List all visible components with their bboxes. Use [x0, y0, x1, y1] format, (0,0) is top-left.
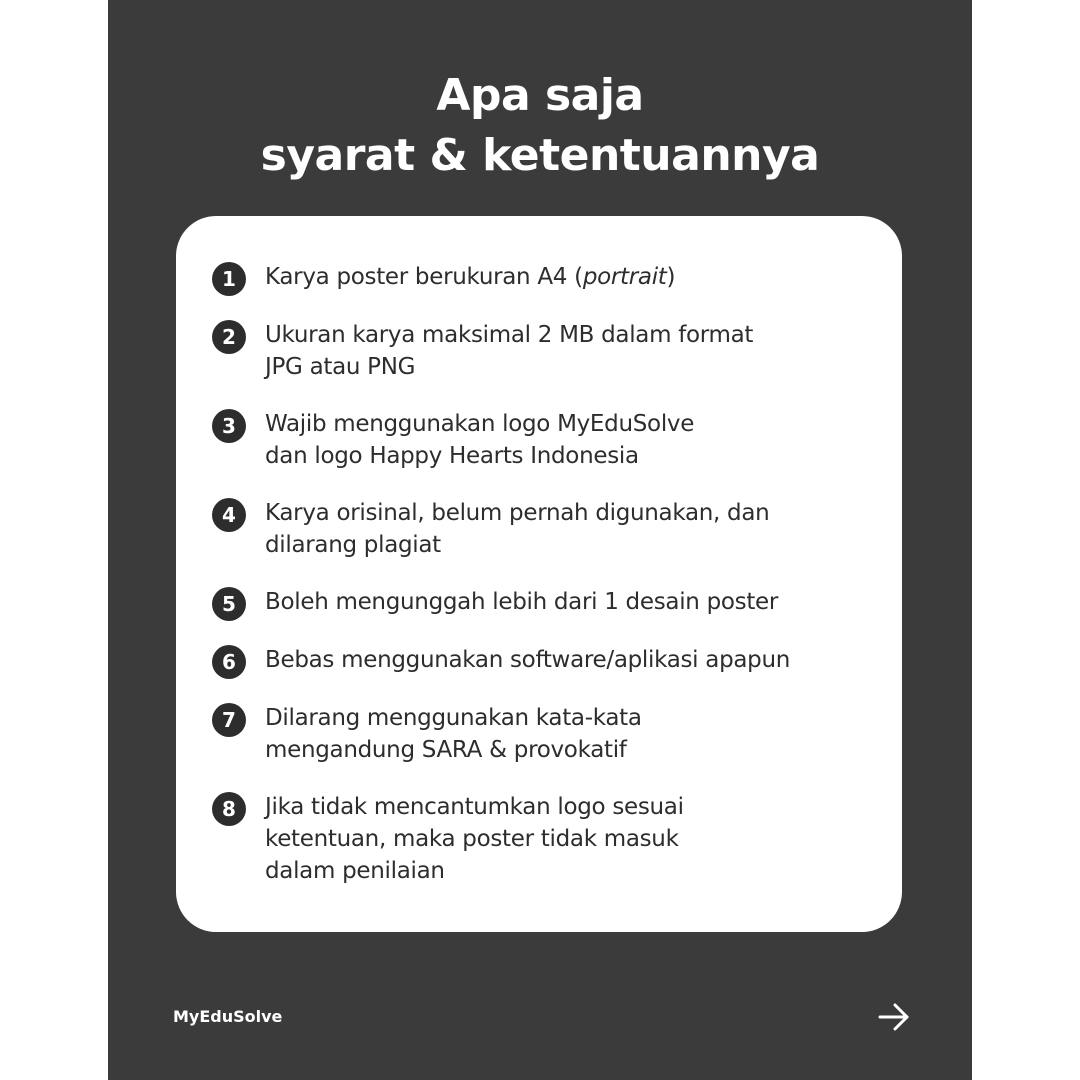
- item-text: Karya poster berukuran A4 (portrait): [265, 264, 676, 290]
- number-badge: 2: [212, 320, 246, 354]
- number-badge: 4: [212, 498, 246, 532]
- item-text: Bebas menggunakan software/aplikasi apapun: [265, 647, 791, 673]
- item-text: Boleh mengunggah lebih dari 1 desain poster: [265, 589, 779, 615]
- number-badge: 7: [212, 703, 246, 737]
- item-italic-text: portrait: [582, 264, 667, 290]
- slide: [108, 0, 972, 1080]
- number-badge: 3: [212, 409, 246, 443]
- item-text: Wajib menggunakan logo MyEduSolve dan logo Happy Hearts Indonesia: [265, 411, 695, 469]
- number-badge: 1: [212, 262, 246, 296]
- arrow-right-icon[interactable]: [877, 1001, 911, 1033]
- number-badge: 8: [212, 792, 246, 826]
- brand-label: MyEduSolve: [173, 1007, 283, 1026]
- number-badge: 6: [212, 645, 246, 679]
- item-text: Karya orisinal, belum pernah digunakan, dan dilarang plagiat: [265, 500, 770, 558]
- item-text: Jika tidak mencantumkan logo sesuai ketentuan, maka poster tidak masuk dalam penilaian: [265, 794, 684, 884]
- title-line-1: Apa saja: [436, 70, 644, 121]
- number-badge: 5: [212, 587, 246, 621]
- requirements-card: [176, 216, 902, 932]
- item-text: Ukuran karya maksimal 2 MB dalam format JPG atau PNG: [265, 322, 754, 380]
- page-title: [108, 66, 972, 186]
- item-text: Dilarang menggunakan kata-kata mengandung SARA & provokatif: [265, 705, 642, 763]
- title-line-2: syarat & ketentuannya: [260, 130, 820, 181]
